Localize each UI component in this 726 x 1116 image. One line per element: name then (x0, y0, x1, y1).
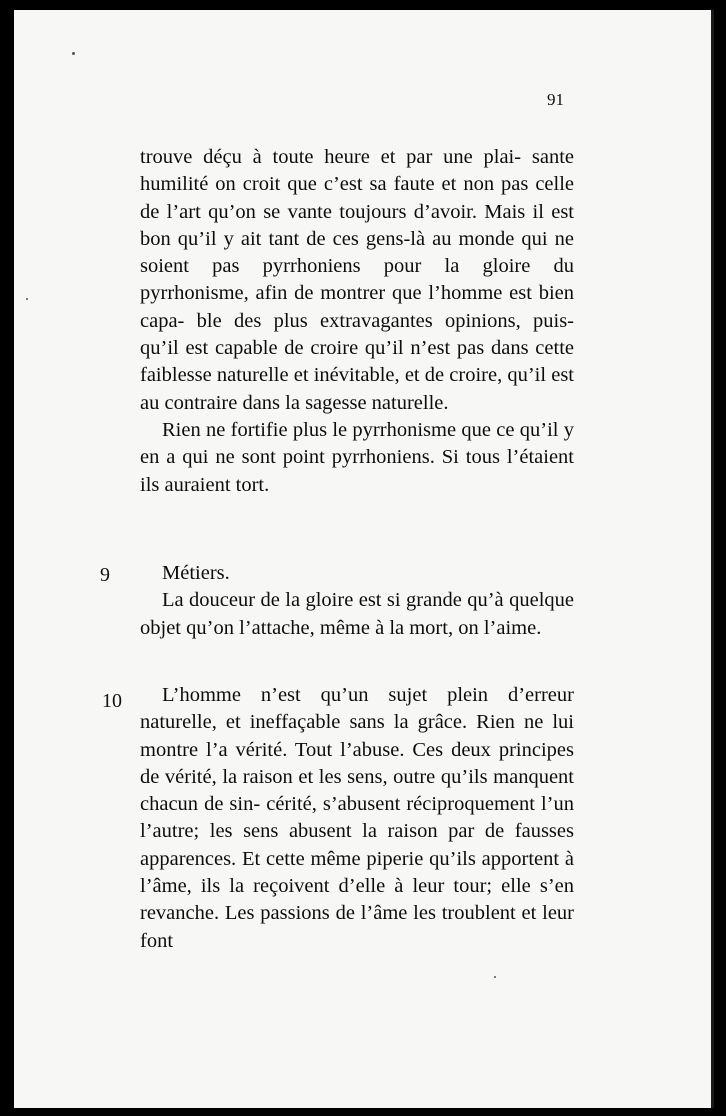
text-line: Si tous l’étaient ils auraient tort. (140, 446, 574, 496)
text-line: qu’il est capable de croire qu’il n’est pas (140, 337, 485, 360)
text-line: ces gens-là au monde qui ne soient pas (140, 227, 575, 278)
text-line: qu’ils apportent à l’âme, ils la reçoivent (140, 847, 574, 898)
paragraph (140, 587, 574, 642)
fragment-10-block (140, 682, 574, 955)
text-line: d’avoir. Mais il est bon qu’il y ait tant de (140, 200, 575, 250)
text-line: naturelle, et ineffaçable sans la grâce. Rien (140, 711, 515, 734)
continuation-block (140, 144, 574, 499)
text-line: quelque objet qu’on l’attache, même à la (140, 589, 574, 639)
text-line: La douceur de la gloire est si grande qu’à (162, 589, 504, 612)
text-line: trouve déçu à toute heure et par une plai- (140, 146, 522, 168)
paragraph (140, 144, 574, 417)
text-line: l’autre; les sens abusent la raison par de (140, 820, 505, 843)
text-line: ne lui montre l’a vérité. Tout l’abuse. Ces (140, 711, 574, 761)
text-line: cérité, s’abusent réciproquement l’un (266, 793, 574, 816)
text-line: ce qu’il y en a qui ne sont point pyrrhoniens. (140, 418, 575, 469)
paragraph (140, 417, 574, 499)
fragment-number: 10 (102, 690, 122, 712)
dust-speck (26, 298, 28, 300)
text-line: et de croire, qu’il est au contraire dans la (140, 364, 574, 414)
text-line: fausses apparences. Et cette même piperie (140, 820, 574, 870)
text-line: ble des plus extravagantes opinions, puis- (196, 309, 575, 332)
text-line: passions de l’âme les troublent et leur font (140, 902, 574, 952)
text-line: Rien ne fortifie plus le pyrrhonisme que (162, 418, 491, 441)
dust-speck (72, 52, 75, 55)
text-line: d’elle à leur tour; elle s’en revanche. Les (140, 875, 574, 925)
book-page (14, 10, 714, 1108)
text-line: L’homme n’est qu’un sujet plein d’erreur (162, 684, 574, 706)
page-number: 91 (547, 90, 564, 109)
text-line: sagesse naturelle. (305, 391, 449, 414)
text-line: non pas celle de l’art qu’on se vante toujours (140, 173, 575, 223)
fragment-9-block (140, 560, 574, 642)
text-line: afin de montrer que l’homme est bien capa- (140, 282, 574, 332)
dust-speck (494, 976, 496, 978)
text-line: sens, outre qu’ils manquent chacun de sin- (140, 765, 574, 816)
fragment-heading: Métiers. (162, 562, 230, 584)
text-line: mort, on l’aime. (409, 616, 542, 639)
text-line: deux principes de vérité, la raison et les (140, 738, 575, 788)
text-line: dans cette faiblesse naturelle et inévitable, (140, 337, 574, 387)
text-line: sante humilité on croit que c’est sa faute et (140, 146, 575, 196)
paragraph (140, 682, 574, 955)
text-line: pyrrhoniens pour la gloire du pyrrhonisme, (140, 255, 575, 305)
fragment-number: 9 (100, 564, 110, 586)
